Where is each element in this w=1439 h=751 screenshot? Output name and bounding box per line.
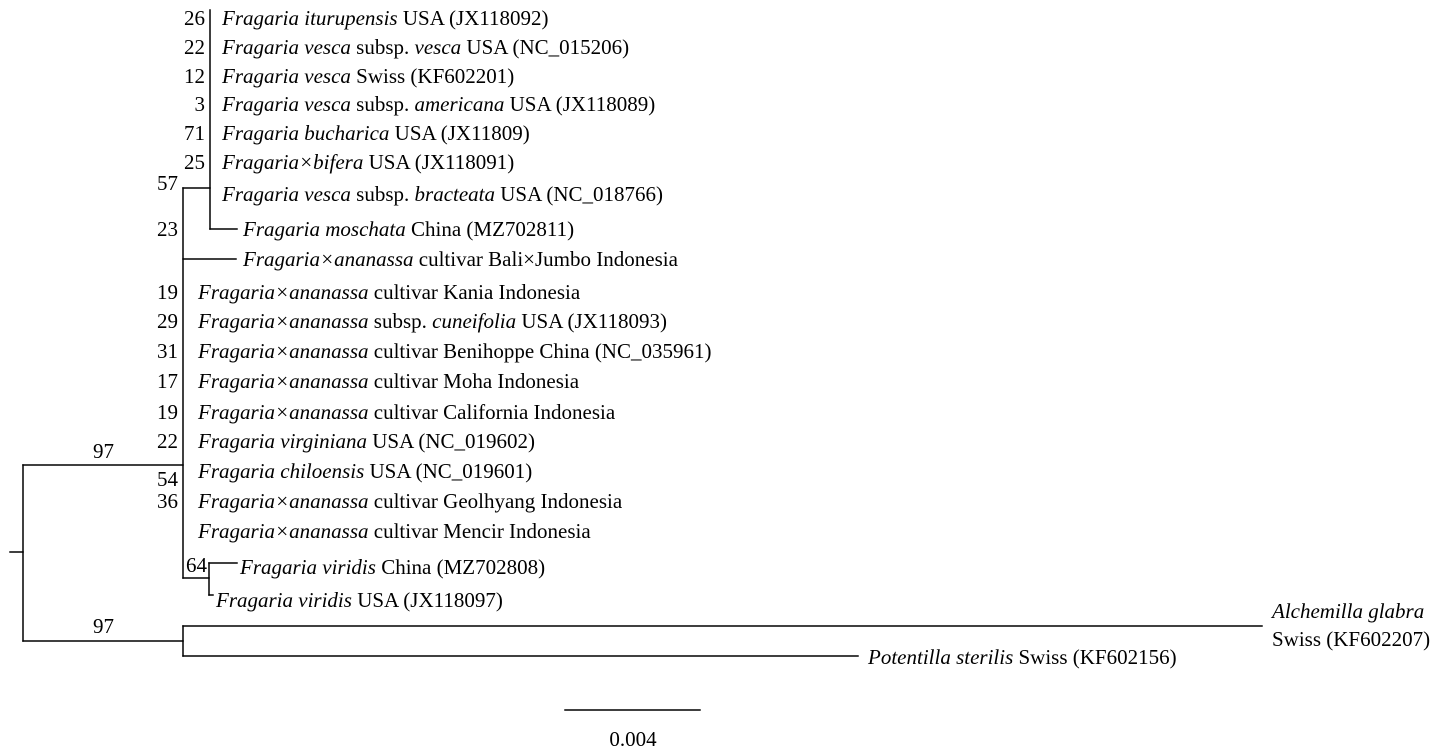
rank-abbreviation: subsp.	[350, 182, 415, 206]
taxon-name: Fragaria×ananassa	[198, 400, 369, 424]
taxon-name: Fragaria×ananassa	[198, 339, 369, 363]
infraspecific-epithet: bracteata	[414, 182, 495, 206]
taxon-label	[222, 122, 530, 144]
taxon-name: Fragaria vesca	[222, 35, 351, 59]
taxon-label	[198, 310, 667, 332]
bootstrap-value: 22	[157, 429, 178, 453]
taxon-label	[222, 36, 629, 58]
bootstrap-value: 19	[157, 280, 178, 304]
taxon-label	[198, 520, 591, 542]
taxon-name: Fragaria×ananassa	[198, 309, 369, 333]
taxon-name: Fragaria chiloensis	[198, 459, 365, 483]
taxon-name: Fragaria×ananassa	[198, 280, 369, 304]
taxon-name: Fragaria vesca	[222, 182, 351, 206]
bootstrap-value: 29	[157, 309, 178, 333]
taxon-label	[216, 589, 503, 611]
taxon-info: USA (NC_019601)	[364, 459, 533, 483]
taxon-name: Fragaria×ananassa	[198, 369, 369, 393]
infraspecific-epithet: cuneifolia	[432, 309, 517, 333]
bootstrap-value: 19	[157, 400, 178, 424]
taxon-label-alchemilla-info	[1272, 628, 1430, 650]
taxon-name: Fragaria×ananassa	[198, 519, 369, 543]
taxon-name: Fragaria viridis	[240, 555, 376, 579]
taxon-info: cultivar Mencir Indonesia	[368, 519, 591, 543]
taxon-info: USA (JX118092)	[397, 6, 549, 30]
taxon-label	[868, 646, 1177, 668]
taxon-label	[222, 93, 655, 115]
taxon-info: cultivar Bali×Jumbo Indonesia	[413, 247, 678, 271]
infraspecific-epithet: americana	[414, 92, 505, 116]
taxon-info: USA (JX11809)	[389, 121, 530, 145]
infraspecific-epithet: vesca	[414, 35, 462, 59]
taxon-info: China (MZ702811)	[405, 217, 575, 241]
taxon-name: Fragaria iturupensis	[222, 6, 398, 30]
taxon-label	[222, 183, 663, 205]
bootstrap-value: 17	[157, 369, 178, 393]
taxon-label-alchemilla-name	[1272, 600, 1424, 622]
taxon-name: Fragaria bucharica	[222, 121, 390, 145]
taxon-info: USA (NC_018766)	[495, 182, 664, 206]
taxon-label	[243, 218, 574, 240]
taxon-info: USA (JX118093)	[516, 309, 668, 333]
taxon-info: USA (JX118089)	[504, 92, 656, 116]
taxon-label	[240, 556, 545, 578]
taxon-info: Swiss (KF602156)	[1013, 645, 1177, 669]
taxon-name: Alchemilla glabra	[1272, 599, 1425, 623]
bootstrap-value: 12	[184, 64, 205, 88]
taxon-label	[198, 340, 711, 362]
taxon-name: Fragaria×ananassa	[198, 489, 369, 513]
taxon-label	[222, 65, 514, 87]
taxon-info: USA (NC_015206)	[461, 35, 630, 59]
taxon-label	[243, 248, 678, 270]
taxon-name: Fragaria vesca	[222, 64, 351, 88]
node-bootstrap-fragaria-clade: 97	[93, 439, 114, 463]
taxon-info: cultivar Benihoppe China (NC_035961)	[368, 339, 712, 363]
bootstrap-value: 31	[157, 339, 178, 363]
taxon-label	[198, 430, 535, 452]
node-bootstrap-outgroup-clade: 97	[93, 614, 114, 638]
taxon-name: Potentilla sterilis	[868, 645, 1014, 669]
taxon-name: Fragaria×ananassa	[243, 247, 414, 271]
taxon-info: cultivar Geolhyang Indonesia	[368, 489, 623, 513]
bootstrap-value: 26	[184, 6, 205, 30]
taxon-info: cultivar Kania Indonesia	[368, 280, 581, 304]
rank-abbreviation: subsp.	[350, 35, 415, 59]
taxon-label	[198, 401, 615, 423]
taxon-name: Fragaria virginiana	[198, 429, 367, 453]
taxon-info: cultivar California Indonesia	[368, 400, 616, 424]
taxon-info: China (MZ702808)	[375, 555, 546, 579]
bootstrap-value: 22	[184, 35, 205, 59]
bootstrap-value: 25	[184, 150, 205, 174]
taxon-info: Swiss (KF602201)	[350, 64, 515, 88]
taxon-info: cultivar Moha Indonesia	[368, 369, 580, 393]
rank-abbreviation: subsp.	[368, 309, 433, 333]
taxon-label	[198, 281, 580, 303]
bootstrap-value: 71	[184, 121, 205, 145]
rank-abbreviation: subsp.	[350, 92, 415, 116]
taxon-info: USA (JX118097)	[351, 588, 503, 612]
taxon-label	[198, 460, 532, 482]
taxon-label	[198, 370, 579, 392]
taxon-info: USA (NC_019602)	[366, 429, 535, 453]
taxon-name: Fragaria moschata	[243, 217, 406, 241]
bootstrap-value: 36	[157, 489, 178, 513]
taxon-label	[198, 490, 622, 512]
taxon-label	[222, 151, 514, 173]
scale-bar-label: 0.004	[609, 727, 657, 751]
node-bootstrap-chiloensis: 54	[157, 467, 178, 491]
taxon-info: USA (JX118091)	[363, 150, 515, 174]
node-bootstrap-viridis-clade: 64	[186, 553, 207, 577]
taxon-label	[222, 7, 549, 29]
taxon-name: Fragaria vesca	[222, 92, 351, 116]
node-bootstrap-vesca-clade: 57	[157, 171, 178, 195]
taxon-info: Swiss (KF602207)	[1272, 627, 1431, 651]
bootstrap-value: 3	[194, 92, 205, 116]
taxon-name: Fragaria×bifera	[222, 150, 364, 174]
taxon-name: Fragaria viridis	[216, 588, 352, 612]
node-bootstrap-moschata: 23	[157, 217, 178, 241]
